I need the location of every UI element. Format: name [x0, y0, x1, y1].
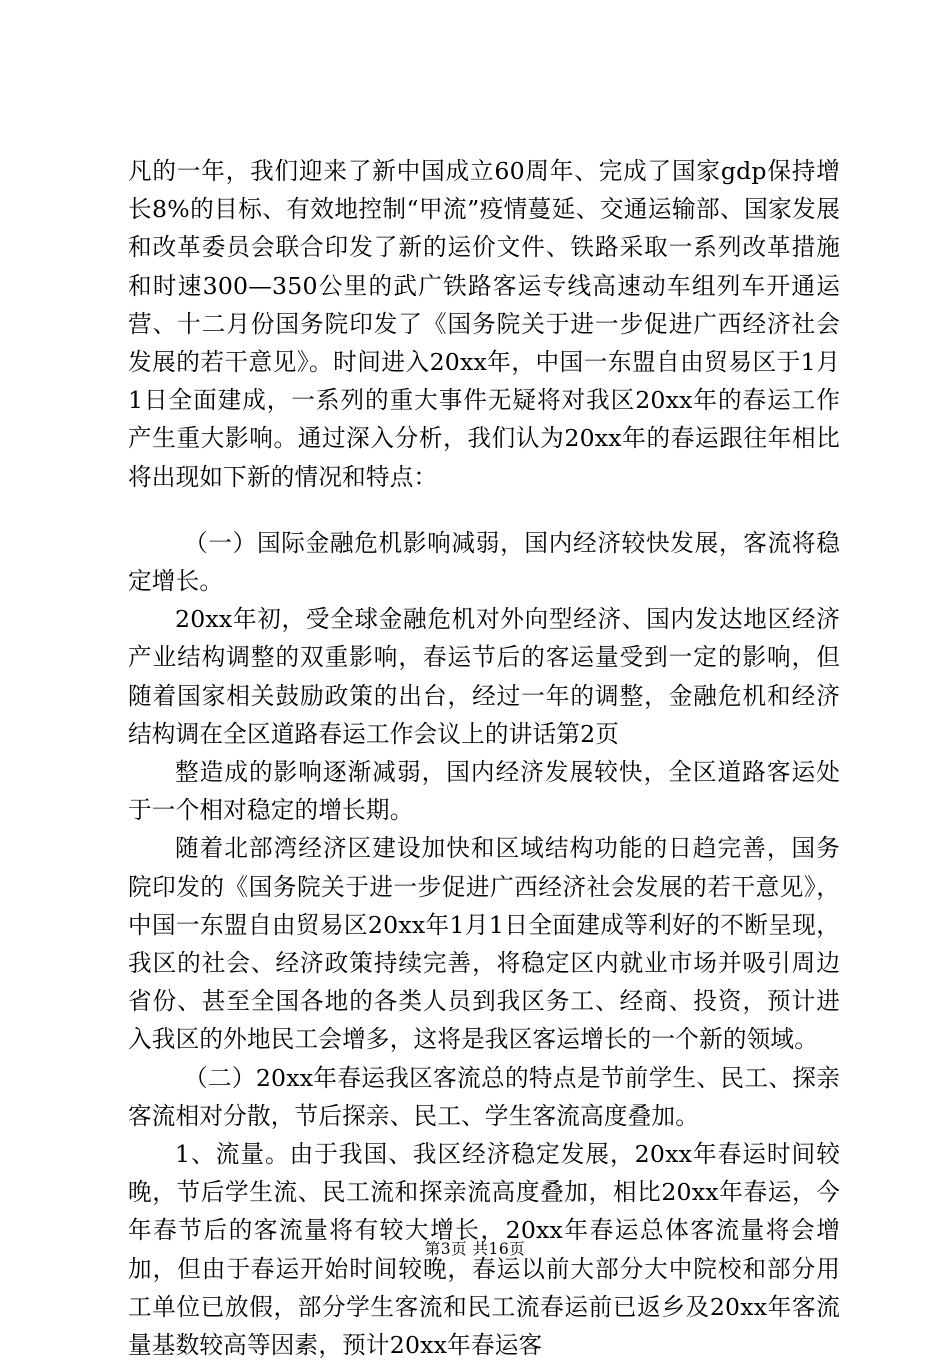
paragraph-gap — [128, 496, 840, 524]
paragraph-intro: 凡的一年，我们迎来了新中国成立60周年、完成了国家gdp保持增长8%的目标、有效地控制“甲流”疫情蔓延、交通运输部、国家发展和改革委员会联合印发了新的运价文件、铁路采取一系列改革措施和时速300—350公里的武广铁路客运专线高速动车组列车开通运营、十二月份国务院印发了《国务院关于进一步促进广西经济社会发展的若干意见》。时间进入20xx年，中国一东盟自由贸易区于1月1日全面建成，一系列的重大事件无疑将对我区20xx年的春运工作产生重大影响。通过深入分析，我们认为20xx年的春运跟往年相比将出现如下新的情况和特点： — [128, 157, 840, 491]
paragraph-flow-volume: 1、流量。由于我国、我区经济稳定发展，20xx年春运时间较晚，节后学生流、民工流和探亲流高度叠加，相比20xx年春运，今年春节后的客流量将有较大增长，20xx年春运总体客流量将会增加，但由于春运开始时间较晚，春运以前大部分大中院校和部分用工单位已放假，部分学生客流和民工流春运前已返乡及20xx年客流量基数较高等因素，预计20xx年春运客 — [128, 1140, 840, 1360]
document-body — [128, 152, 840, 1364]
page-number-footer: 第3页 共16页 — [424, 1240, 526, 1258]
paragraph-impact-weakening: 整造成的影响逐渐减弱，国内经济发展较快，全区道路客运处于一个相对稳定的增长期。 — [128, 758, 840, 825]
section-heading-two: （二）20xx年春运我区客流总的特点是节前学生、民工、探亲客流相对分散，节后探亲、民工、学生客流高度叠加。 — [128, 1063, 840, 1130]
paragraph-beibu-gulf: 随着北部湾经济区建设加快和区域结构功能的日趋完善，国务院印发的《国务院关于进一步促进广西经济社会发展的若干意见》，中国一东盟自由贸易区20xx年1月1日全面建成等利好的不断呈现，我区的社会、经济政策持续完善，将稳定区内就业市场并吸引周边省份、甚至全国各地的各类人员到我区务工、经商、投资，预计进入我区的外地民工会增多，这将是我区客运增长的一个新的领域。 — [128, 834, 840, 1054]
section-heading-one: （一）国际金融危机影响减弱，国内经济较快发展，客流将稳定增长。 — [128, 528, 840, 596]
paragraph-financial-crisis: 20xx年初，受全球金融危机对外向型经济、国内发达地区经济产业结构调整的双重影响，春运节后的客运量受到一定的影响，但随着国家相关鼓励政策的出台，经过一年的调整，金融危机和经济结构调在全区道路春运工作会议上的讲话第2页 — [128, 605, 840, 748]
